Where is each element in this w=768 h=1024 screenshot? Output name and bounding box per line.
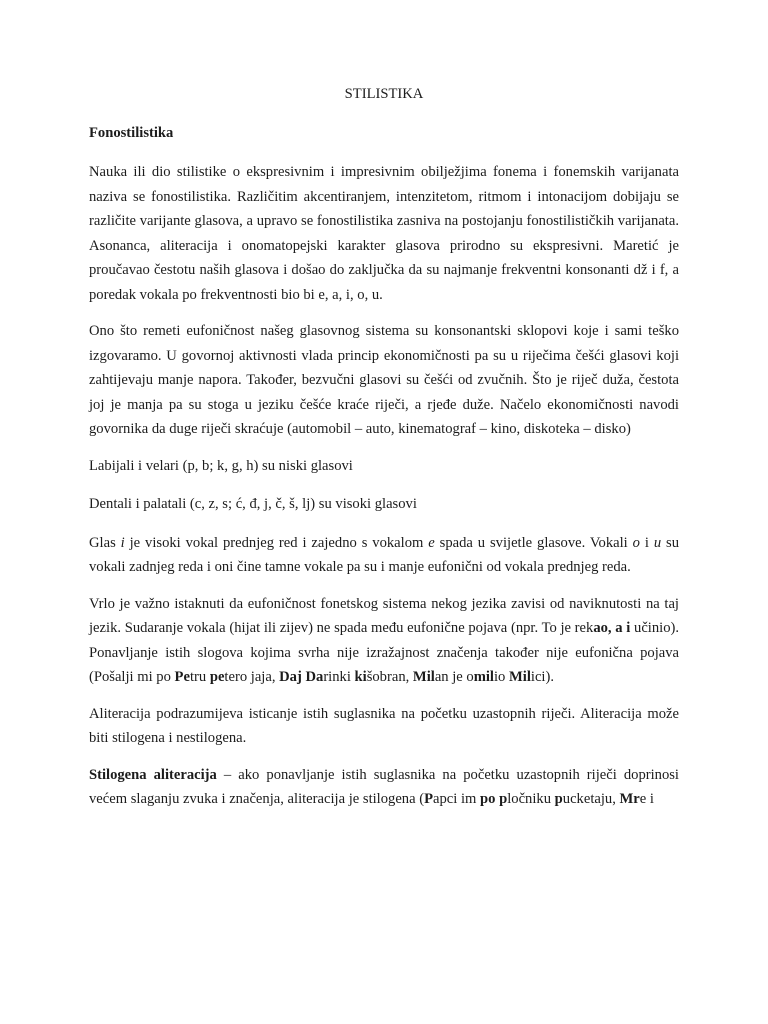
section-heading: Fonostilistika — [89, 124, 174, 141]
paragraph-4: Dentali i palatali (c, z, s; ć, đ, j, č, š, lj) su visoki glasovi — [89, 496, 417, 512]
document-page — [89, 82, 679, 824]
paragraph-3: Labijali i velari (p, b; k, g, h) su niski glasovi — [89, 457, 353, 474]
paragraph-6: Vrlo je važno istaknuti da eufoničnost fonetskog sistema nekog jezika zavisi od naviknutosti na taj jezik. Sudaranje vokala (hijat ili zijev) ne spada među eufonične pojava (npr. To je rekao, a i učinio). Ponavljanje istih slogova kojima svrha nije izražajnost značenja također nije eufonična pojava (Pošalji mi po Petru petero jaja, Daj Darinki kišobran, Milan je omilio Milici). — [89, 595, 680, 685]
paragraph-8: Stilogena aliteracija – ako ponavljanje istih suglasnika na početku uzastopnih riječi doprinosi većem slaganju zvuka i značenja, aliteracija je stilogena (Papci im po pločniku pucketaju, Mre i — [89, 766, 679, 807]
paragraph-2: Ono što remeti eufoničnost našeg glasovnog sistema su konsonantski sklopovi koje i sami teško izgovaramo. U govornoj aktivnosti vlada princip ekonomičnosti pa su u riječima češći glasovi koji zahtijevaju manje napora. Također, bezvučni glasovi su češći od zvučnih. Što je riječ duža, čestota joj je manja pa su stoga u jeziku češće kraće riječi, a rjeđe duže. Načelo ekonomičnosti navodi govornika da duge riječi skraćuje (automobil – auto, kinematograf – kino, diskoteka – disko) — [89, 323, 679, 437]
paragraph-5: Glas i je visoki vokal prednjeg red i zajedno s vokalom e spada u svijetle glasove. Vokali o i u su vokali zadnjeg reda i oni čine tamne vokale pa su i manje eufonični od vokala prednjeg reda. — [89, 534, 680, 575]
paragraph-1: Nauka ili dio stilistike o ekspresivnim i impresivnim obilježjima fonema i fonemskih varijanata naziva se fonostilistika. Različitim akcentiranjem, intenzitetom, ritmom i intonacijom dobijaju se različite varijante glasova, a upravo se fonostilistika zasniva na postojanju fonostilističkih varijanata. Asonanca, aliteracija i onomatopejski karakter glasova prirodno su ekspresivni. Maretić je proučavao čestotu naših glasova i došao do zaključka da su najmanje frekventni konsonanti dž i f, a poredak vokala po frekventnosti bio bi e, a, i, o, u. — [89, 164, 679, 303]
document-title: STILISTIKA — [344, 86, 424, 102]
paragraph-7: Aliteracija podrazumijeva isticanje istih suglasnika na početku uzastopnih riječi. Aliteracija može biti stilogena i nestilogena. — [89, 705, 679, 746]
